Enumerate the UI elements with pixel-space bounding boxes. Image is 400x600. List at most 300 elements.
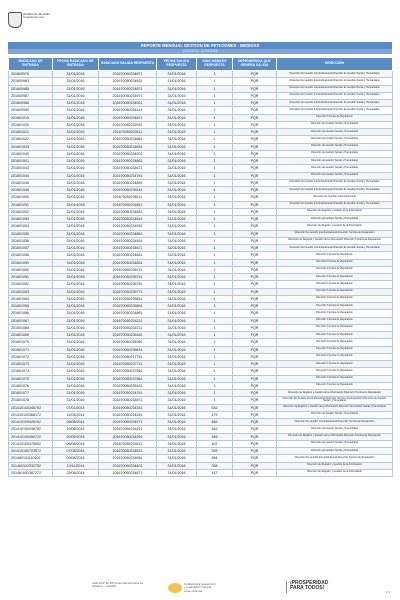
table-body [9, 71, 393, 477]
table-row [9, 317, 393, 324]
table-cell: 31/01/2016 [157, 107, 197, 114]
table-cell: PQR [233, 245, 277, 252]
table-cell: 201670050237751 [99, 353, 157, 360]
table-cell: 20/05/2014 [53, 433, 99, 440]
table-cell: Dirección Técnica de Reparación [277, 288, 393, 295]
table-cell: 31/01/2016 [53, 368, 99, 375]
table-cell: Dirección Técnica de Reparación [277, 252, 393, 259]
table-cell: Dirección De Gestión Interinstitucional Dirección de Gestión Social y Humanitaria [277, 100, 393, 107]
table-cell: 31/01/2016 [157, 324, 197, 331]
table-cell: 402 [197, 440, 233, 447]
table-cell: 201601021 [9, 129, 53, 136]
table-cell: 201670050234871 [99, 397, 157, 404]
table-row [9, 281, 393, 288]
table-cell: 31/01/2016 [157, 179, 197, 186]
table-cell: Dirección de Registro y Gestión de la Información [277, 462, 393, 469]
table-cell: 201601058 [9, 252, 53, 259]
table-cell: 31/01/2016 [53, 100, 99, 107]
table-cell: 31/01/2016 [157, 266, 197, 273]
table-cell: 201670050234111 [99, 440, 157, 447]
table-cell: Dirección De Gestión Interinstitucional Dirección de Gestión Social y Humanitaria [277, 78, 393, 85]
table-cell: 201601066 [9, 310, 53, 317]
table-cell: 201601076 [9, 382, 53, 389]
table-cell: 201460102532752 [9, 462, 53, 469]
table-row [9, 179, 393, 186]
table-cell: 447 [197, 469, 233, 476]
table-cell: PQR [233, 172, 277, 179]
table-cell: PQR [233, 375, 277, 382]
table-cell: 201601057 [9, 245, 53, 252]
page-number: 1/1 [385, 590, 390, 594]
table-cell: 201601019 [9, 114, 53, 121]
table-cell: 201670050235711 [99, 266, 157, 273]
table-cell: 201600990 [9, 107, 53, 114]
table-cell: Dirección de Registro y Gestión de la Información Dirección Técnica de Reparación [277, 390, 393, 397]
table-cell: Dirección Técnica de Reparación [277, 353, 393, 360]
table-row [9, 78, 393, 85]
seal-icon [8, 12, 22, 28]
table-cell: 06/05/2014 [53, 419, 99, 426]
table-cell: Dirección de Registro y Gestión de la Información Dirección de Gestión Social y Humanitaria [277, 404, 393, 411]
table-row [9, 353, 393, 360]
table-cell: 1 [197, 150, 233, 157]
table-cell: 1 [197, 245, 233, 252]
table-cell: 201410100723972 [9, 448, 53, 455]
table-cell: 201670050235811 [99, 295, 157, 302]
table-cell: 201601023 [9, 143, 53, 150]
table-row [9, 165, 393, 172]
brand-text [184, 583, 222, 593]
table-cell: 31/01/2016 [53, 390, 99, 397]
table-cell: 31/01/2016 [53, 187, 99, 194]
table-cell: 31/01/2016 [53, 216, 99, 223]
table-cell: 201601072 [9, 353, 53, 360]
table-cell: Dirección de Gestión Social y Humanitaria [277, 411, 393, 418]
table-cell: 201670050235771 [99, 288, 157, 295]
table-cell: 201601048 [9, 187, 53, 194]
table-cell: PQR [233, 85, 277, 92]
table-row [9, 469, 393, 476]
table-cell: 31/01/2016 [157, 208, 197, 215]
table-cell: Dirección De Gestión Interinstitucional [277, 194, 393, 201]
table-cell: 31/01/2016 [53, 353, 99, 360]
table-cell: 201670050234661 [99, 136, 157, 143]
table-cell: 201670050234961 [99, 339, 157, 346]
table-row [9, 230, 393, 237]
table-cell: PQR [233, 150, 277, 157]
table-cell: 1 [197, 317, 233, 324]
table-cell: Dirección de Gestión Social y Humanitaria [277, 448, 393, 455]
table-cell: 31/01/2016 [53, 107, 99, 114]
table-cell: 31/01/2016 [157, 187, 197, 194]
table-cell: 06/08/2014 [53, 440, 99, 447]
table-cell: 1 [197, 107, 233, 114]
table-cell: 201670050234971 [99, 92, 157, 99]
table-cell: 31/01/2016 [157, 150, 197, 157]
table-cell: Dirección De Gestión Interinstitucional Dirección de Gestión Social y Humanitaria [277, 245, 393, 252]
table-cell: PQR [233, 433, 277, 440]
table-cell: 201670050235751 [99, 281, 157, 288]
table-cell: 201670050237711 [99, 361, 157, 368]
table-row [9, 274, 393, 281]
table-cell: 201670050234811 [99, 201, 157, 208]
table-cell: 31/01/2016 [53, 78, 99, 85]
table-cell: 23/06/2014 [53, 469, 99, 476]
table-cell: 446 [197, 433, 233, 440]
col-header-direccion: DIRECCIÓN [277, 58, 393, 71]
table-cell: 201601053 [9, 216, 53, 223]
table-row [9, 143, 393, 150]
table-cell: 201670050234341 [99, 404, 157, 411]
table-cell: 31/01/2016 [53, 324, 99, 331]
table-row [9, 332, 393, 339]
table-row [9, 303, 393, 310]
table-cell: PQR [233, 361, 277, 368]
table-cell: 201670050234141 [99, 107, 157, 114]
table-cell: 31/01/2016 [157, 375, 197, 382]
table-cell: 31/01/2016 [53, 346, 99, 353]
table-cell: PQR [233, 107, 277, 114]
table-cell: 31/01/2016 [157, 274, 197, 281]
table-cell: 31/01/2016 [157, 216, 197, 223]
table-cell: 201601063 [9, 288, 53, 295]
table-cell: 31/01/2016 [157, 165, 197, 172]
table-cell: 31/01/2016 [53, 361, 99, 368]
table-cell: 201601069 [9, 332, 53, 339]
table-row [9, 216, 393, 223]
table-cell: 201601041 [9, 158, 53, 165]
table-cell: 201670050234651 [99, 455, 157, 462]
table-row [9, 201, 393, 208]
table-cell: 201670050232931 [99, 121, 157, 128]
table-cell: 201670050234651 [99, 143, 157, 150]
table-cell: PQR [233, 143, 277, 150]
table-cell: 31/01/2016 [53, 201, 99, 208]
table-cell: 201601077 [9, 390, 53, 397]
table-cell: PQR [233, 274, 277, 281]
table-cell: 201670050234401 [99, 462, 157, 469]
table-cell: Dirección Técnica de Reparación [277, 368, 393, 375]
table-row [9, 462, 393, 469]
table-cell: 1 [197, 375, 233, 382]
table-cell: 1 [197, 223, 233, 230]
table-cell: 1 [197, 201, 233, 208]
table-cell: PQR [233, 100, 277, 107]
table-cell: PQR [233, 114, 277, 121]
table-row [9, 71, 393, 78]
table-cell: 201601054 [9, 223, 53, 230]
table-cell: PQR [233, 469, 277, 476]
table-cell: 1 [197, 361, 233, 368]
table-cell: 201410100368172 [9, 411, 53, 418]
table-cell: 1 [197, 85, 233, 92]
table-cell: 31/01/2016 [53, 295, 99, 302]
table-cell: 201670050234271 [99, 419, 157, 426]
table-cell: 201410100348792 [9, 404, 53, 411]
table-cell: PQR [233, 462, 277, 469]
table-cell: 201410100426192 [9, 419, 53, 426]
table-cell: 1 [197, 397, 233, 404]
table-cell: 31/01/2016 [157, 469, 197, 476]
table-cell: 31/01/2016 [157, 259, 197, 266]
table-cell: 31/01/2016 [53, 274, 99, 281]
logo-line-1: Alcaldía de Medellín [23, 12, 51, 16]
table-cell: 201601070 [9, 339, 53, 346]
table-cell: 201601074 [9, 368, 53, 375]
table-cell: 31/01/2016 [53, 129, 99, 136]
col-header-radicado-entrada: RADICADO DE ENTRADA [9, 58, 53, 71]
table-row [9, 390, 393, 397]
table-cell: PQR [233, 288, 277, 295]
table-cell: PQR [233, 353, 277, 360]
table-cell: 1 [197, 339, 233, 346]
table-cell: 201601064 [9, 295, 53, 302]
table-cell: 31/01/2016 [157, 237, 197, 244]
table-cell: 201601059 [9, 259, 53, 266]
table-cell: 201670050234841 [99, 208, 157, 215]
table-cell: 31/01/2016 [157, 310, 197, 317]
table-cell: Dirección Técnica de Reparación [277, 295, 393, 302]
table-row [9, 440, 393, 447]
table-cell: PQR [233, 179, 277, 186]
table-cell: 532 [197, 404, 233, 411]
table-row [9, 324, 393, 331]
table-cell: PQR [233, 252, 277, 259]
table-cell: 31/01/2016 [157, 440, 197, 447]
table-cell: 31/01/2016 [53, 288, 99, 295]
table-cell: PQR [233, 426, 277, 433]
table-cell: 201600985 [9, 85, 53, 92]
table-cell: PQR [233, 187, 277, 194]
table-row [9, 375, 393, 382]
table-cell: Dirección de Gestión Social y Humanitaria [277, 150, 393, 157]
table-cell: Dirección de Gestión Social y Humanitaria [277, 426, 393, 433]
table-cell: 201670050234831 [99, 259, 157, 266]
table-cell: 31/01/2016 [53, 259, 99, 266]
table-cell: 31/01/2016 [53, 310, 99, 317]
footer-slogan [290, 581, 362, 593]
table-cell: 201600983 [9, 78, 53, 85]
table-row [9, 245, 393, 252]
table-cell: 31/01/2016 [53, 230, 99, 237]
table-cell: 201601065 [9, 303, 53, 310]
table-cell: Dirección De Gestión Interinstitucional Dirección de Gestión Social y Humanitaria [277, 92, 393, 99]
table-row [9, 150, 393, 157]
table-cell: 1 [197, 288, 233, 295]
table-cell: 201670050234671 [99, 165, 157, 172]
table-cell: 201670050234871 [99, 85, 157, 92]
table-row [9, 107, 393, 114]
table-row [9, 382, 393, 389]
table-row [9, 404, 393, 411]
table-cell: 201670050235741 [99, 274, 157, 281]
table-cell: 201670050235181 [99, 382, 157, 389]
table-cell: PQR [233, 266, 277, 273]
table-cell: 1 [197, 165, 233, 172]
table-cell: 31/01/2016 [157, 339, 197, 346]
table-cell: 31/01/2016 [157, 361, 197, 368]
table-cell: PQR [233, 165, 277, 172]
table-cell: 1 [197, 295, 233, 302]
col-header-fecha-entrada: FECHA RADICADO DE ENTRADA [53, 58, 99, 71]
table-cell: Dirección de Registro y Gestión de la Información [277, 223, 393, 230]
table-cell: 1 [197, 390, 233, 397]
table-cell: 465 [197, 419, 233, 426]
table-cell: 31/01/2016 [53, 237, 99, 244]
table-cell: PQR [233, 208, 277, 215]
table-cell: 31/01/2016 [157, 317, 197, 324]
table-cell: PQR [233, 136, 277, 143]
table-row [9, 346, 393, 353]
table-cell: 1 [197, 121, 233, 128]
table-row [9, 397, 393, 404]
table-cell: 31/01/2016 [157, 114, 197, 121]
table-cell: 201670050234861 [99, 310, 157, 317]
table-cell: 1 [197, 346, 233, 353]
table-cell: 1 [197, 194, 233, 201]
table-cell: 31/01/2016 [53, 245, 99, 252]
table-cell: 1 [197, 281, 233, 288]
table-cell: 31/01/2016 [53, 281, 99, 288]
table-cell: 09/08/2014 [53, 455, 99, 462]
table-cell: 1 [197, 114, 233, 121]
table-cell: 1 [197, 216, 233, 223]
table-cell: 1 [197, 208, 233, 215]
table-cell: 201670050235111 [99, 194, 157, 201]
table-cell: PQR [233, 129, 277, 136]
table-cell: 1 [197, 332, 233, 339]
table-cell: 384 [197, 455, 233, 462]
table-cell: 31/01/2016 [53, 158, 99, 165]
table-cell: 31/01/2016 [157, 201, 197, 208]
table-cell: 201670050234871 [99, 114, 157, 121]
table-cell: 31/01/2016 [157, 382, 197, 389]
table-cell: 338 [197, 462, 233, 469]
table-row [9, 129, 393, 136]
table-cell: 31/01/2016 [157, 172, 197, 179]
table-cell: PQR [233, 382, 277, 389]
table-cell: 1 [197, 230, 233, 237]
table-row [9, 426, 393, 433]
table-cell: 201670050234641 [99, 216, 157, 223]
table-cell: 201600988 [9, 100, 53, 107]
table-cell: 201670050234861 [99, 230, 157, 237]
table-cell: 201670050234921 [99, 100, 157, 107]
table-cell: 1 [197, 92, 233, 99]
table-cell: Dirección Técnica de Reparación [277, 375, 393, 382]
table-cell: Dirección Técnica de Reparación [277, 317, 393, 324]
table-cell: 31/01/2016 [157, 121, 197, 128]
table-cell: 31/01/2016 [53, 252, 99, 259]
table-cell: 201670050234891 [99, 179, 157, 186]
table-cell: 31/01/2016 [53, 375, 99, 382]
footer-brand [168, 582, 220, 594]
table-cell: 1 [197, 382, 233, 389]
table-cell: 31/01/2016 [53, 382, 99, 389]
table-cell: 31/01/2016 [157, 411, 197, 418]
table-cell: PQR [233, 440, 277, 447]
table-cell: Dirección Técnica de Reparación [277, 266, 393, 273]
table-cell: 201601062 [9, 281, 53, 288]
table-cell: 31/01/2016 [157, 194, 197, 201]
table-cell: PQR [233, 78, 277, 85]
table-row [9, 223, 393, 230]
table-cell: 201601068 [9, 324, 53, 331]
table-cell: PQR [233, 390, 277, 397]
table-cell: 201600979 [9, 71, 53, 78]
table-cell: 201601071 [9, 346, 53, 353]
table-cell: 10/05/2014 [53, 426, 99, 433]
footer-address: Calle 44 N° 52-165 Centro Administrativo La Alpujarra — Medellín [92, 582, 143, 588]
table-cell: Dirección Técnica de Reparación [277, 310, 393, 317]
table-cell: 201670050237661 [99, 375, 157, 382]
table-cell: Dirección Técnica de Reparación [277, 339, 393, 346]
table-cell: 31/01/2016 [157, 455, 197, 462]
table-cell: 31/01/2016 [157, 158, 197, 165]
table-cell: Dirección De Gestión Interinstitucional Dirección de Gestión Social y Humanitaria [277, 201, 393, 208]
table-cell: 1 [197, 259, 233, 266]
table-cell: 1 [197, 310, 233, 317]
table-row [9, 208, 393, 215]
table-cell: 201460101110102 [9, 455, 53, 462]
table-cell: 201601061 [9, 274, 53, 281]
table-row [9, 310, 393, 317]
table-cell: 201670050235891 [99, 303, 157, 310]
table-cell: 31/01/2016 [157, 332, 197, 339]
table-cell: 31/01/2016 [53, 303, 99, 310]
table-cell: 1 [197, 71, 233, 78]
table-cell: 31/01/2016 [53, 339, 99, 346]
table-cell: 1 [197, 100, 233, 107]
table-row [9, 288, 393, 295]
table-cell: 31/01/2016 [157, 404, 197, 411]
table-row [9, 448, 393, 455]
col-header-fecha-salida: FECHA SALIDA RESPUESTA [157, 58, 197, 71]
table-cell: 1 [197, 143, 233, 150]
table-cell: 201601075 [9, 375, 53, 382]
brand-line-2: y reparación integral [184, 585, 212, 590]
table-cell: Dirección de Gestión Social y Humanitaria [277, 143, 393, 150]
table-cell: 31/01/2016 [53, 114, 99, 121]
table-cell: 201670050234211 [99, 426, 157, 433]
table-cell: Dirección de Registro y Gestión de la Información [277, 469, 393, 476]
table-cell: Dirección De Gestión Interinstitucional Dirección de Gestión Social y Humanitaria [277, 71, 393, 78]
table-cell: 31/01/2016 [157, 303, 197, 310]
table-cell: 201410100450722 [9, 433, 53, 440]
table-cell: 201670050234791 [99, 172, 157, 179]
table-cell: 31/01/2016 [157, 397, 197, 404]
table-cell: PQR [233, 317, 277, 324]
table-cell: 31/01/2016 [53, 179, 99, 186]
table-row [9, 121, 393, 128]
table-cell: 31/01/2016 [53, 71, 99, 78]
table-cell: 201601022 [9, 136, 53, 143]
table-cell: PQR [233, 158, 277, 165]
brand-line-1: Unidad para la atención [184, 582, 216, 586]
table-cell: 201670050233111 [99, 129, 157, 136]
table-cell: 31/01/2016 [53, 92, 99, 99]
table-cell: 201601073 [9, 361, 53, 368]
col-header-dependencia: DEPENDENCIA QUE GENERA SALIDA [233, 58, 277, 71]
table-cell: Dirección De Gestión Interinstitucional Dirección Técnica de Reparación [277, 230, 393, 237]
table-cell: Dirección de Gestión Social y Humanitaria [277, 165, 393, 172]
table-cell: 07/08/2014 [53, 448, 99, 455]
table-cell: Dirección de Gestión Social y Humanitaria [277, 440, 393, 447]
table-cell: 1 [197, 324, 233, 331]
table-cell: PQR [233, 310, 277, 317]
table-row [9, 172, 393, 179]
table-cell: PQR [233, 324, 277, 331]
